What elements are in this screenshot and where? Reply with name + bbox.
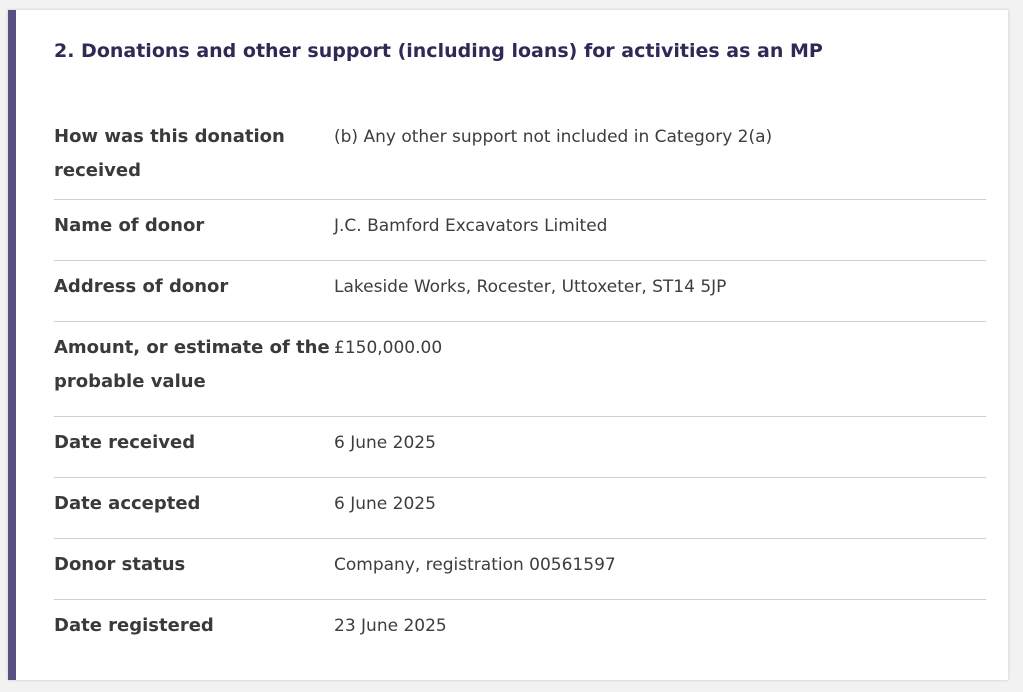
row-value: £150,000.00 (334, 338, 443, 358)
row-label: Date received (54, 432, 196, 453)
row-donation-received (54, 110, 986, 200)
row-date-registered (54, 600, 986, 661)
row-donor-status (54, 539, 986, 600)
donation-card (8, 10, 1008, 680)
section-title: 2. Donations and other support (including loans) for activities as an MP (54, 40, 823, 62)
row-label: Date accepted (54, 493, 201, 514)
row-label: Date registered (54, 615, 214, 636)
details-table (54, 110, 986, 661)
row-label: How was this donation received (54, 126, 285, 181)
row-label: Name of donor (54, 215, 205, 236)
row-label: Donor status (54, 554, 186, 575)
row-donor-name (54, 200, 986, 261)
row-value: (b) Any other support not included in Category 2(a) (334, 127, 773, 147)
row-value: 6 June 2025 (334, 494, 436, 514)
row-value: J.C. Bamford Excavators Limited (334, 216, 608, 236)
row-value: 6 June 2025 (334, 433, 436, 453)
row-label: Address of donor (54, 276, 229, 297)
row-value: 23 June 2025 (334, 616, 447, 636)
row-donor-address (54, 261, 986, 322)
row-amount (54, 322, 986, 417)
row-date-received (54, 417, 986, 478)
row-value: Company, registration 00561597 (334, 555, 616, 575)
row-value: Lakeside Works, Rocester, Uttoxeter, ST14 5JP (334, 277, 727, 297)
row-label: Amount, or estimate of the probable value (54, 337, 330, 392)
row-date-accepted (54, 478, 986, 539)
